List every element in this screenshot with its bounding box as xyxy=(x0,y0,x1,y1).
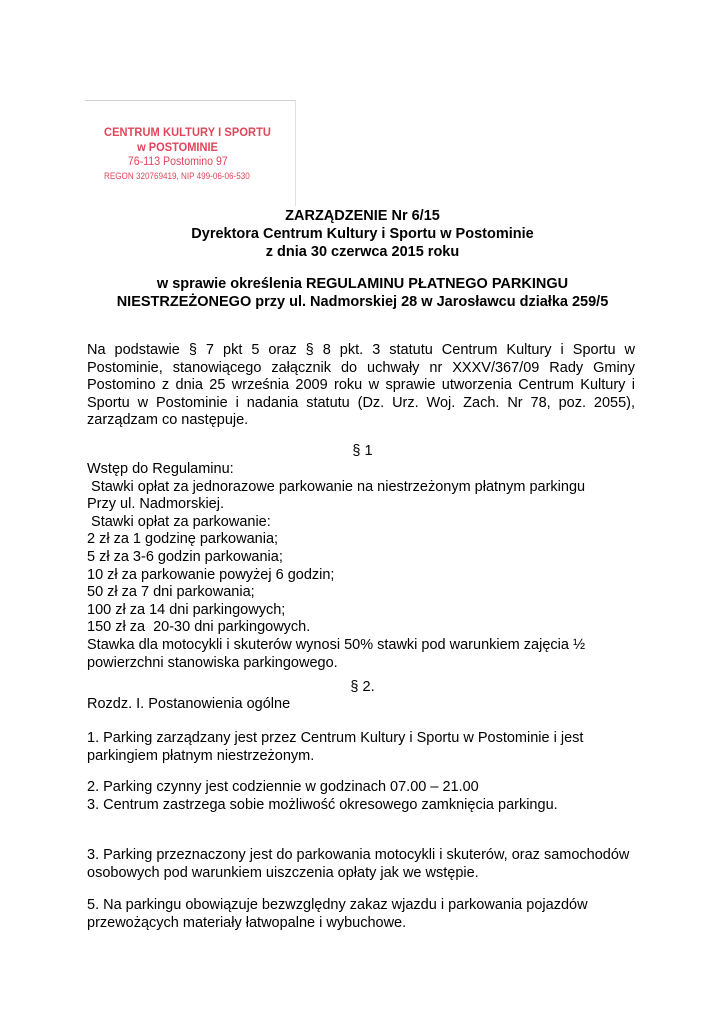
section-1-sign: § 1 xyxy=(352,443,373,459)
stamp-line-1: CENTRUM KULTURY I SPORTU xyxy=(104,125,271,139)
section-1-line: 100 zł za 14 dni parkingowych; xyxy=(87,601,286,618)
point-3b-line-2: osobowych pod warunkiem uiszczenia opłaty jak we wstępie. xyxy=(87,864,479,881)
institution-stamp xyxy=(104,124,294,183)
document-title: ZARZĄDZENIE Nr 6/15 xyxy=(285,208,440,224)
section-1-line: 50 zł za 7 dni parkowania; xyxy=(87,584,255,601)
legal-basis-paragraph: Na podstawie § 7 pkt 5 oraz § 8 pkt. 3 statutu Centrum Kultury i Sportu w Postominie, stanowiącego załącznik do uchwały nr XXXV/367/09 Rady Gminy Postomino z dnia 25 września 2009 roku w sprawie utworzenia Centrum Kultury i Sportu w Postominie i nadania statutu (Dz. Urz. Woj. Zach. Nr 78, poz. 2055), zarządzam co następuje. xyxy=(87,342,635,428)
section-2-points-2-3 xyxy=(87,779,647,814)
section-1-line: 5 zł za 3-6 godzin parkowania; xyxy=(87,548,283,565)
document-date: z dnia 30 czerwca 2015 roku xyxy=(265,244,460,260)
section-1-body xyxy=(87,461,647,672)
section-2-heading: Rozdz. I. Postanowienia ogólne xyxy=(87,696,291,712)
subject-line-1: w sprawie określenia REGULAMINU PŁATNEGO PARKINGU xyxy=(156,276,569,292)
stamp-line-4: REGON 320769419, NIP 499-06-06-530 xyxy=(104,171,250,181)
section-1-line: 10 zł za parkowanie powyżej 6 godzin; xyxy=(87,566,335,583)
point-1-line-1: 1. Parking zarządzany jest przez Centrum Kultury i Sportu w Postominie i jest xyxy=(87,730,584,746)
section-1-line: powierzchni stanowiska parkingowego. xyxy=(87,654,338,671)
document-subject xyxy=(0,275,725,311)
section-1-line: Stawki opłat za parkowanie: xyxy=(87,513,271,530)
section-2-point-5 xyxy=(87,897,647,932)
document-issuer: Dyrektora Centrum Kultury i Sportu w Postominie xyxy=(191,226,534,242)
section-1-line: 150 zł za 20-30 dni parkingowych. xyxy=(87,619,311,636)
section-1-line: 2 zł za 1 godzinę parkowania; xyxy=(87,531,279,548)
stamp-line-3: 76-113 Postomino 97 xyxy=(127,156,228,168)
document-header xyxy=(0,207,725,261)
section-1-line: Wstęp do Regulaminu: xyxy=(87,461,234,477)
section-1-line: Stawki opłat za jednorazowe parkowanie na niestrzeżonym płatnym parkingu xyxy=(87,478,586,495)
section-2-point-3b xyxy=(87,847,647,882)
point-5-line-1: 5. Na parkingu obowiązuje bezwzględny zakaz wjazdu i parkowania pojazdów xyxy=(87,897,588,913)
point-3b-line-1: 3. Parking przeznaczony jest do parkowania motocykli i skuterów, oraz samochodów xyxy=(87,847,630,863)
point-3: 3. Centrum zastrzega sobie możliwość okresowego zamknięcia parkingu. xyxy=(87,796,558,813)
stamp-line-2: w POSTOMINIE xyxy=(137,140,218,154)
point-1-line-2: parkingiem płatnym niestrzeżonym. xyxy=(87,747,315,764)
section-1-line: Przy ul. Nadmorskiej. xyxy=(87,496,224,513)
section-2-sign: § 2. xyxy=(350,679,375,695)
point-2: 2. Parking czynny jest codziennie w godzinach 07.00 – 21.00 xyxy=(87,779,479,795)
subject-line-2: NIESTRZEŻONEGO przy ul. Nadmorskiej 28 w Jarosławcu działka 259/5 xyxy=(116,294,609,310)
section-2-point-1 xyxy=(87,730,647,765)
section-1-line: Stawka dla motocykli i skuterów wynosi 50% stawki pod warunkiem zajęcia ½ xyxy=(87,636,586,653)
point-5-line-2: przewożących materiały łatwopalne i wybuchowe. xyxy=(87,914,407,931)
